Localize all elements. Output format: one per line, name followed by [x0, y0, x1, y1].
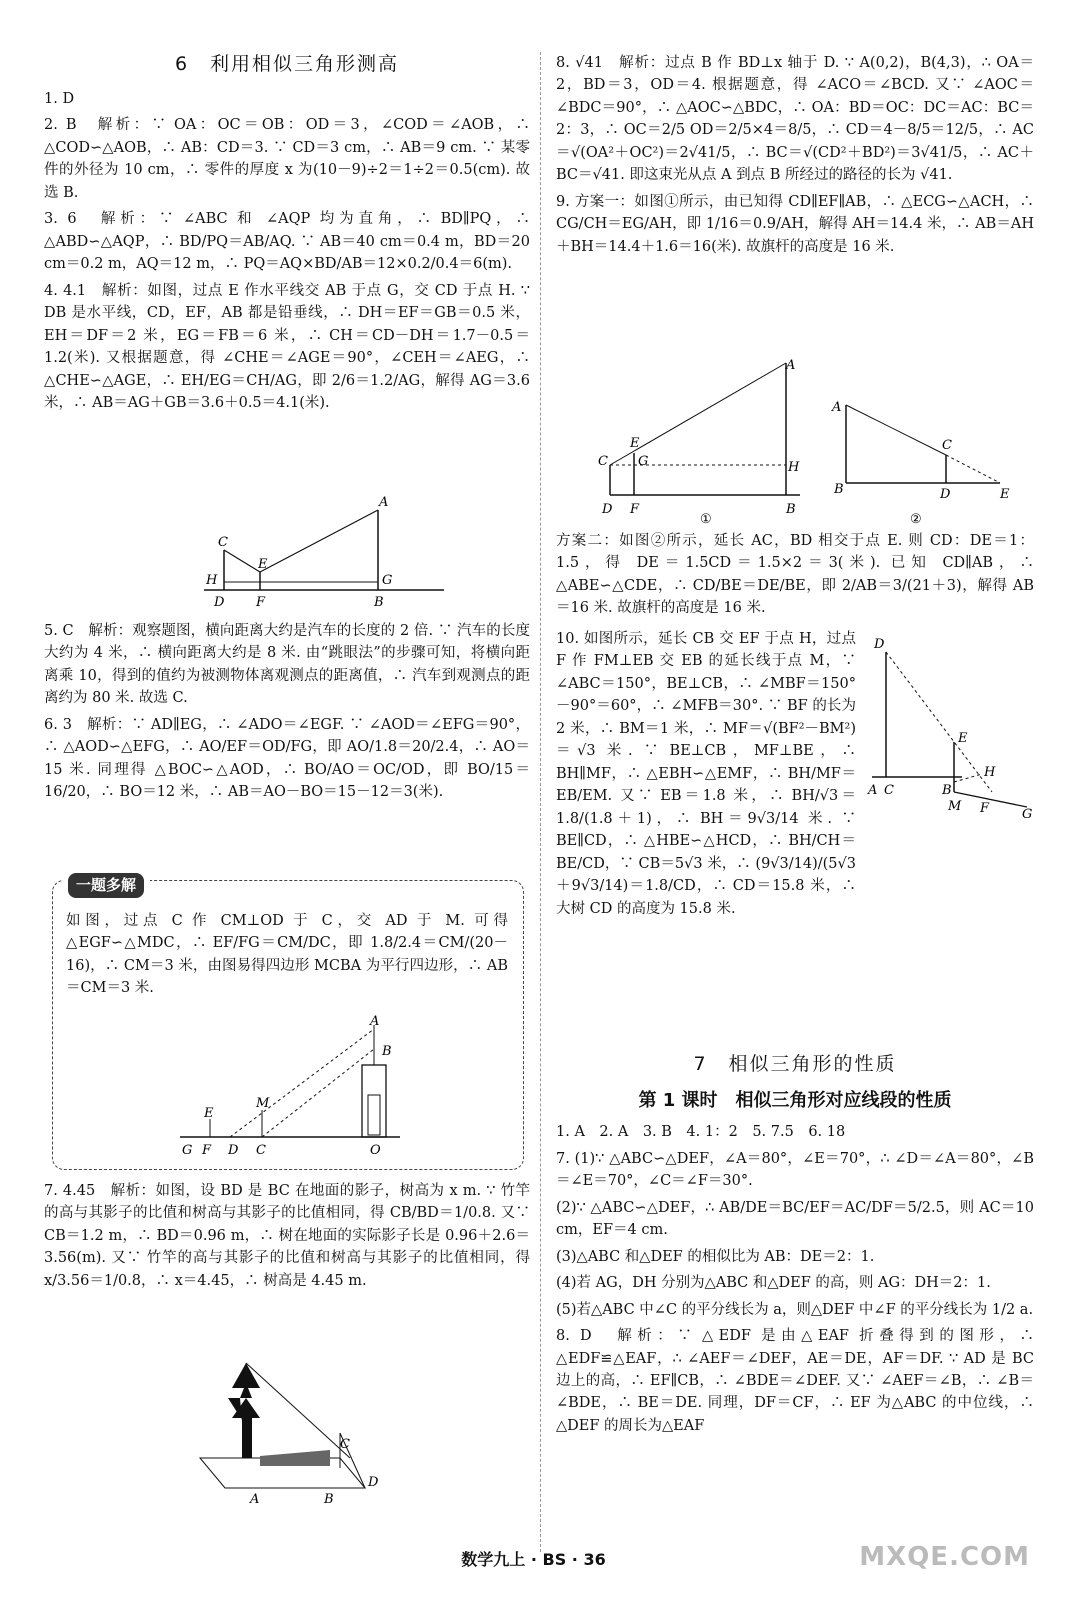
svg-text:C: C	[598, 454, 608, 469]
svg-text:C: C	[884, 783, 894, 798]
answer-7-part-4: (4)若 AG，DH 分别为△ABC 和△DEF 的高，则 AG：DH＝2：1.	[556, 1275, 991, 1292]
answer-8: 8. √41 解析：过点 B 作 BD⊥x 轴于 D. ∵ A(0,2)，B(4,3)，∴ OA＝2，BD＝3，OD＝4. 根据题意，得 ∠ACO＝∠BCD. 又∵ ∠AOC＝∠BDC＝90°，∴ △AOC∽△BDC，∴ OA：BD＝OC：DC＝AC：BC＝2：3，∴ OC＝2/5 OD＝2/5×4＝8/5，∴ CD＝4－8/5＝12/5，∴ AC＝√(OA²＋OC²)＝2√41/5，∴ BC＝√(CD²＋BD²)＝3√41/5，∴ AC＋BC＝√41. 即这束光从点 A 到点 B 所经过的路径的长为 √41.	[556, 55, 1034, 184]
figure-label-1: ①	[700, 512, 712, 527]
svg-text:F: F	[980, 801, 990, 816]
answer-7-part-5: (5)若△ABC 中∠C 的平分线长为 a，则△DEF 中∠F 的平分线长为 1/2 a.	[556, 1301, 1034, 1318]
column-divider	[540, 52, 541, 1552]
section-title: 6 利用相似三角形测高	[174, 53, 400, 75]
svg-text:B: B	[786, 502, 796, 517]
svg-text:B: B	[942, 783, 952, 798]
answer-7: 7. 4.45 解析：如图，设 BD 是 BC 在地面的影子，树高为 x m. ∵ 竹竿的高与其影子的比值和树高与其影子的比值相同，得 CB/BD＝1/0.8. 又∵ CB＝1.2 m，∴ BD＝0.96 m，∴ 树在地面的实际影子长是 0.96＋2.6＝3.56(m). 又∵ 竹竿的高与其影子的比值和树高与其影子的比值相同，得 x/3.56＝1/0.8，∴ x＝4.45，∴ 树高是 4.45 m.	[44, 1183, 530, 1289]
page-footer: 数学九上 · BS · 36	[461, 1550, 606, 1569]
svg-text:M: M	[256, 1096, 270, 1111]
answer-7-part-2: (2)∵ △ABC∽△DEF，∴ AB/DE＝BC/EF＝AC/DF＝5/2.5，则 AC＝10 cm，EF＝4 cm.	[556, 1199, 1034, 1239]
figure-answer-9	[590, 355, 1020, 530]
svg-text:G: G	[1022, 807, 1033, 822]
svg-text:A: A	[370, 1015, 380, 1029]
svg-text:F: F	[256, 595, 266, 610]
alt-solution-text-wrap	[66, 910, 508, 1004]
svg-text:D: D	[940, 487, 951, 502]
figure-alt-solution	[170, 1015, 410, 1160]
alt-solution-text: 如图，过点 C 作 CM⊥OD 于 C，交 AD 于 M. 可得 △EGF∽△MDC，∴ EF/FG＝CM/DC，即 1.8/2.4＝CM/(20－16)，∴ CM＝3 米，由图易得四边形 MCBA 为平行四边形，∴ AB＝CM＝3 米.	[66, 913, 508, 997]
answer-6: 6. 3 解析：∵ AD∥EG，∴ ∠ADO＝∠EGF. ∵ ∠AOD＝∠EFG＝90°，∴ △AOD∽△EFG，∴ AO/EF＝OD/FG，即 AO/1.8＝20/2.4，∴ AO＝15 米. 同理得 △BOC∽△AOD，∴ BO/AO＝OC/OD，即 BO/15＝16/20，∴ BO＝12 米，∴ AB＝AO－BO＝15－12＝3(米).	[44, 716, 530, 801]
svg-text:A: A	[379, 495, 389, 510]
watermark-logo: MXQE.COM	[859, 1541, 1030, 1572]
figure-answer-7	[190, 1358, 400, 1508]
svg-text:A: A	[868, 783, 878, 798]
answer-2: 2. B 解析：∵ OA：OC＝OB：OD＝3，∠COD＝∠AOB，∴ △COD∽△AOB，∴ AB：CD＝3. ∵ CD＝3 cm，∴ AB＝9 cm. ∵ 某零件的外径为 10 cm，∴ 零件的厚度 x 为(10－9)÷2＝1÷2＝0.5(cm). 故选 B.	[44, 117, 530, 201]
svg-text:C: C	[256, 1143, 266, 1158]
answer-7-wrap	[44, 1180, 530, 1296]
section-title-7: 7 相似三角形的性质	[693, 1053, 897, 1075]
svg-text:M: M	[948, 799, 962, 814]
answer-3: 3. 6 解析：∵ ∠ABC 和 ∠AQP 均为直角，∴ BD∥PQ，∴ △ABD∽△AQP，∴ BD/PQ＝AB/AQ. ∵ AB＝40 cm＝0.4 m，BD＝20 cm＝0.2 m，AQ＝12 m，∴ PQ＝AQ×BD/AB＝12×0.2/0.4＝6(m).	[44, 211, 530, 273]
answer-9-plan-1: 9. 方案一：如图①所示，由已知得 CD∥EF∥AB，∴ △ECG∽△ACH，∴ CG/CH＝EG/AH，即 1/16＝0.9/AH，解得 AH＝14.4 米，∴ AB＝AH＋BH＝14.4＋1.6＝16(米). 故旗杆的高度是 16 米.	[556, 193, 1034, 255]
answer-10-wrap	[556, 628, 856, 924]
svg-text:A: A	[832, 400, 842, 415]
right-lower	[556, 1050, 1034, 1441]
svg-text:E: E	[630, 436, 640, 451]
svg-text:C: C	[942, 438, 952, 453]
svg-text:D: D	[602, 502, 613, 517]
figure-answer-10	[862, 632, 1042, 822]
svg-text:E: E	[1000, 487, 1010, 502]
lesson-title: 第 1 课时 相似三角形对应线段的性质	[638, 1090, 952, 1112]
svg-text:A: A	[786, 358, 796, 373]
answer-9b-wrap	[556, 530, 1034, 624]
svg-text:C: C	[218, 535, 228, 550]
svg-text:C: C	[340, 1437, 350, 1452]
svg-text:E: E	[958, 731, 968, 746]
svg-text:B: B	[324, 1492, 334, 1507]
svg-text:E: E	[204, 1106, 214, 1121]
svg-text:B: B	[374, 595, 384, 610]
figure-label-2: ②	[910, 512, 922, 527]
svg-text:A: A	[250, 1492, 260, 1507]
svg-text:O: O	[370, 1143, 381, 1158]
svg-text:D: D	[874, 637, 885, 652]
svg-text:G: G	[638, 454, 649, 469]
answer-9-plan-2: 方案二：如图②所示，延长 AC，BD 相交于点 E. 则 CD：DE＝1：1.5，得 DE＝1.5CD＝1.5×2＝3(米). 已知 CD∥AB，∴ △ABE∽△CDE，∴ CD/BE＝DE/BE，即 2/AB＝3/(21＋3)，解得 AB＝16 米. 故旗杆的高度是 16 米.	[556, 533, 1034, 617]
answer-5: 5. C 解析：观察题图，横向距离大约是汽车的长度的 2 倍. ∵ 汽车的长度大约为 4 米，∴ 横向距离大约是 8 米. 由“跳眼法”的步骤可知，将横向距离乘 10，得到的值约为被测物体离观测点的距离值，∴ 汽车到观测点的距离约为 80 米. 故选 C.	[44, 623, 530, 707]
svg-text:F: F	[630, 502, 640, 517]
svg-text:H: H	[984, 765, 996, 780]
svg-text:H: H	[788, 460, 800, 475]
svg-text:B: B	[382, 1044, 392, 1059]
answer-7-part-1: 7. (1)∵ △ABC∽△DEF，∠A＝80°，∠E＝70°，∴ ∠D＝∠A＝80°，∠B＝∠E＝70°，∠C＝∠F＝30°.	[556, 1150, 1034, 1190]
svg-text:H: H	[206, 573, 218, 588]
svg-text:G: G	[182, 1143, 193, 1158]
answers-1-6: 1. A 2. A 3. B 4. 1：2 5. 7.5 6. 18	[556, 1124, 846, 1141]
answer-7-part-3: (3)△ABC 和△DEF 的相似比为 AB：DE＝2：1.	[556, 1248, 875, 1265]
alt-solution-badge: 一题多解	[62, 873, 150, 898]
answer-8-lesson: 8. D 解析：∵ △EDF 是由△EAF 折叠得到的图形，∴ △EDF≌△EAF，∴ ∠AEF＝∠DEF，AE＝DE，AF＝DF. ∵ AD 是 BC 边上的高，∴ EF∥CB，∴ ∠BDE＝∠DEF. 又∵ ∠AEF＝∠B，∴ ∠B＝∠BDE，∴ BE＝DE. 同理，DF＝CF，∴ EF 为△ABC 的中位线，∴ △DEF 的周长为△EAF	[556, 1328, 1034, 1434]
svg-text:D: D	[228, 1143, 239, 1158]
answer-1: 1. D	[44, 91, 75, 107]
svg-text:D: D	[214, 595, 225, 610]
answer-10: 10. 如图所示，延长 CB 交 EF 于点 H，过点 F 作 FM⊥EB 交 EB 的延长线于点 M，∵ ∠ABC＝150°，BE⊥CB，∴ ∠MBF＝150°－90°＝60°，∴ ∠MFB＝30°. ∵ BF 的长为 2 米，∴ BM＝1 米，∴ MF＝√(BF²－BM²)＝√3 米. ∵ BE⊥CB，MF⊥BE，∴ BH∥MF，∴ △EBH∽△EMF，∴ BH/MF＝EB/EM. 又∵ EB＝1.8 米，∴ BH/√3＝1.8/(1.8＋1)，∴ BH＝9√3/14 米. ∵ BE∥CD，∴ △HBE∽△HCD，∴ BH/CH＝BE/CD，∵ CB＝5√3 米，∴ (9√3/14)/(5√3＋9√3/14)＝1.8/CD，∴ CD＝15.8 米，∴ 大树 CD 的高度为 15.8 米.	[556, 631, 856, 917]
svg-text:D: D	[368, 1475, 379, 1490]
answer-4: 4. 4.1 解析：如图，过点 E 作水平线交 AB 于点 G，交 CD 于点 H. ∵ DB 是水平线，CD，EF，AB 都是铅垂线，∴ DH＝EF＝GB＝0.5 米，EH＝DF＝2 米，EG＝FB＝6 米，∴ CH＝CD－DH＝1.7－0.5＝1.2(米). 又根据题意，得 ∠CHE＝∠AGE＝90°，∠CEH＝∠AEG，∴ △CHE∽△AGE，∴ EH/EG＝CH/AG，即 2/6＝1.2/AG，解得 AG＝3.6 米，∴ AB＝AG＋GB＝3.6＋0.5＝4.1(米).	[44, 282, 530, 412]
svg-text:B: B	[834, 482, 844, 497]
svg-text:F: F	[202, 1143, 212, 1158]
svg-text:G: G	[382, 573, 393, 588]
figure-answer-4	[194, 490, 454, 620]
svg-text:E: E	[258, 557, 268, 572]
